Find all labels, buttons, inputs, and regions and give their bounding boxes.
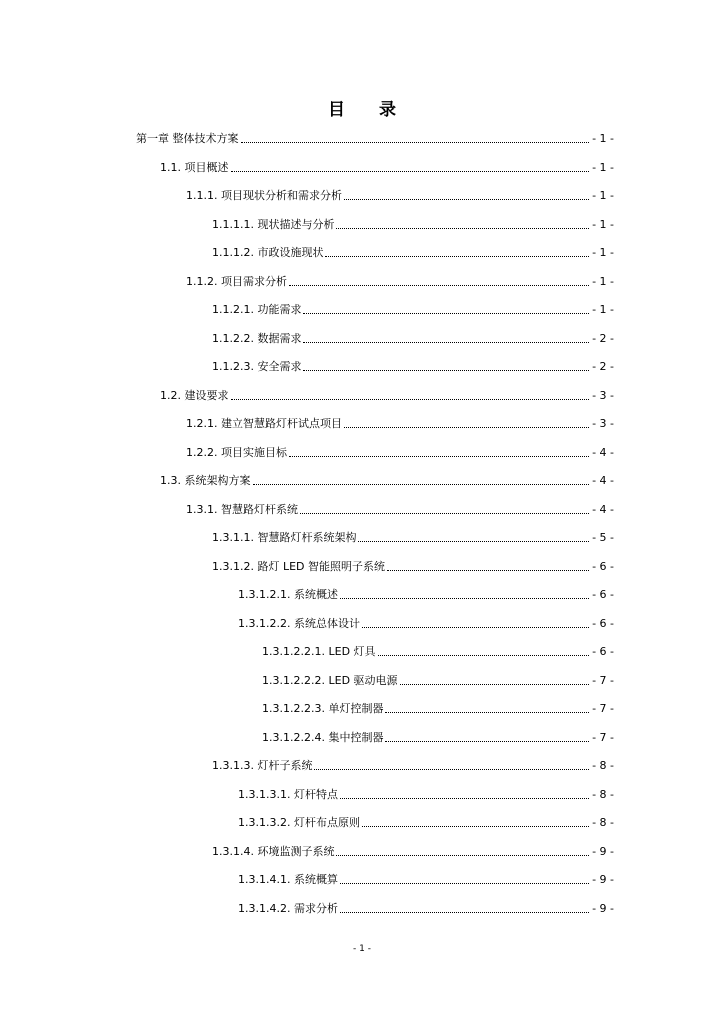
toc-entry-number: 1.3.1.2.2.3. [262, 702, 325, 715]
toc-leader-dots [340, 883, 589, 884]
toc-leader-dots [340, 598, 589, 599]
toc-entry[interactable] [160, 470, 614, 488]
toc-entry-page: - 1 - [592, 246, 614, 259]
toc-entry-label [212, 531, 358, 545]
toc-entry[interactable] [212, 242, 614, 260]
toc-entry[interactable] [238, 898, 614, 916]
toc-entry-number: 1.3.1.2.1. [238, 588, 291, 601]
toc-entry-label [212, 759, 314, 773]
toc-entry-label [238, 788, 340, 802]
toc-leader-dots [362, 627, 589, 628]
toc-entry-page: - 3 - [592, 388, 614, 402]
toc-entry-label [212, 560, 387, 574]
toc-leader-dots [231, 399, 590, 400]
toc-entry-label [186, 275, 289, 289]
toc-entry-text: 功能需求 [257, 303, 302, 316]
toc-entry-text: 灯杆子系统 [257, 759, 313, 772]
toc-entry-page: - 8 - [592, 787, 614, 801]
toc-entry-label [262, 731, 385, 745]
toc-entry-text: 系统总体设计 [293, 616, 360, 630]
toc-leader-dots [385, 741, 589, 742]
toc-entry[interactable] [262, 670, 614, 688]
toc-entry-page: - 1 - [592, 217, 614, 231]
toc-entry[interactable] [160, 385, 614, 403]
toc-leader-dots [362, 826, 589, 827]
toc-leader-dots [289, 285, 589, 286]
toc-leader-dots [336, 228, 589, 229]
toc-entry-label [212, 218, 336, 232]
toc-entry[interactable] [262, 727, 614, 745]
toc-leader-dots [303, 313, 589, 314]
toc-entry-number: 1.2.2. [186, 445, 218, 459]
toc-entry-label [212, 360, 303, 374]
toc-entry[interactable] [212, 556, 614, 574]
toc-entry-label [186, 446, 289, 460]
toc-leader-dots [253, 484, 590, 485]
toc-entry[interactable] [136, 128, 614, 146]
toc-leader-dots [387, 570, 589, 571]
toc-entry-page: - 8 - [592, 759, 614, 772]
toc-entry-label [238, 816, 362, 830]
toc-entry[interactable] [238, 812, 614, 830]
toc-leader-dots [241, 142, 590, 143]
toc-entry-number: 1.3.1.3.1. [238, 787, 291, 801]
toc-entry-text: 系统架构方案 [184, 474, 251, 487]
toc-entry-text: 建立智慧路灯杆试点项目 [221, 417, 342, 430]
toc-entry-number: 1.1.2. [186, 274, 218, 288]
toc-entry[interactable] [212, 755, 614, 773]
toc-entry-page: - 9 - [592, 844, 614, 858]
toc-entry-page: - 3 - [592, 417, 614, 430]
toc-entry[interactable] [160, 157, 614, 175]
toc-entry-page: - 2 - [592, 360, 614, 373]
toc-entry-number: 1.2. [160, 388, 181, 402]
toc-entry-label [136, 132, 241, 146]
toc-entry-text: 安全需求 [257, 360, 302, 373]
toc-entry-label [262, 645, 378, 659]
toc-entry-number: 1.1.2.2. [212, 331, 254, 345]
toc-entry-text: 灯杆布点原则 [293, 816, 360, 829]
toc-entry-number: 1.1.2.3. [212, 360, 254, 373]
toc-entry-label [160, 474, 253, 488]
toc-entry-label [238, 873, 340, 887]
toc-leader-dots [385, 712, 589, 713]
toc-entry-page: - 1 - [592, 274, 614, 288]
toc-entry-label [212, 845, 336, 859]
toc-entry-label [186, 503, 300, 517]
toc-entry-page: - 1 - [592, 189, 614, 202]
toc-entry-number: 1.1.2.1. [212, 303, 254, 316]
toc-leader-dots [303, 342, 589, 343]
toc-entry-page: - 4 - [592, 502, 614, 516]
toc-leader-dots [300, 513, 589, 514]
toc-entry-text: 智慧路灯杆系统架构 [257, 531, 357, 544]
toc-entry-page: - 9 - [592, 873, 614, 886]
toc-entry-page: - 6 - [592, 588, 614, 601]
toc-entry[interactable] [212, 841, 614, 859]
toc-leader-dots [303, 370, 589, 371]
toc-leader-dots [358, 541, 589, 542]
toc-entry[interactable] [186, 413, 614, 431]
toc-leader-dots [340, 912, 589, 913]
toc-leader-dots [344, 427, 589, 428]
toc-leader-dots [378, 655, 590, 656]
toc-entry[interactable] [186, 271, 614, 289]
toc-entry-number: 1.1.1.1. [212, 217, 254, 231]
toc-leader-dots [231, 171, 590, 172]
toc-entry-page: - 1 - [592, 132, 614, 145]
toc-entry-text: 灯杆特点 [293, 787, 338, 801]
toc-entry-number: 1.3.1.3.2. [238, 816, 291, 829]
toc-entry[interactable] [186, 499, 614, 517]
toc-entry-label [212, 332, 303, 346]
toc-entry[interactable] [238, 584, 614, 602]
toc-entry-label [160, 161, 231, 175]
toc-entry-number: 1.1.1.2. [212, 246, 254, 259]
toc-entry-text: 数据需求 [257, 331, 302, 345]
toc-entry[interactable] [212, 356, 614, 374]
toc-entry-number: 1.1.1. [186, 189, 218, 202]
toc-entry-label [212, 246, 325, 260]
toc-entry-page: - 2 - [592, 331, 614, 345]
toc-title: 目 录 [328, 100, 410, 120]
toc-entry-page: - 9 - [592, 901, 614, 915]
toc-entry-text: 项目现状分析和需求分析 [221, 189, 342, 202]
toc-entry-number: 1.3.1.1. [212, 531, 254, 544]
toc-entry[interactable] [186, 185, 614, 203]
toc-entry-label [186, 189, 344, 203]
toc-entry-page: - 6 - [592, 616, 614, 630]
toc-entry-number: 1.3. [160, 474, 181, 487]
toc-entry-text: 项目实施目标 [221, 445, 287, 459]
toc-entry-page: - 4 - [592, 474, 614, 487]
toc-entry[interactable] [212, 299, 614, 317]
toc-entry-page: - 1 - [592, 160, 614, 174]
toc-entry-label [238, 588, 340, 602]
toc-entry-page: - 4 - [592, 445, 614, 459]
toc-entry-page: - 7 - [592, 730, 614, 744]
toc-entry-text: 路灯 LED 智能照明子系统 [257, 559, 386, 573]
toc-entry-text: 需求分析 [293, 901, 338, 915]
toc-entry-page: - 7 - [592, 702, 614, 715]
toc-leader-dots [400, 684, 590, 685]
toc-entry-number: 1.3.1.2.2.4. [262, 730, 325, 744]
toc-entry-number: 第一章 [136, 132, 169, 145]
toc-leader-dots [325, 256, 589, 257]
toc-entry-page: - 5 - [592, 531, 614, 544]
toc-leader-dots [344, 199, 589, 200]
toc-leader-dots [289, 456, 589, 457]
toc-entry-text: 市政设施现状 [257, 246, 324, 259]
toc-entry-text: 系统概算 [293, 873, 338, 886]
page-number-footer: - 1 - [353, 944, 371, 954]
toc-entry-number: 1.3.1.2.2.2. [262, 673, 325, 687]
toc-entry-page: - 7 - [592, 673, 614, 687]
toc-leader-dots [314, 769, 589, 770]
toc-entry-text: 整体技术方案 [172, 132, 239, 145]
toc-entry[interactable] [238, 613, 614, 631]
toc-entry[interactable] [212, 328, 614, 346]
toc-entry-number: 1.3.1.4.1. [238, 873, 291, 886]
toc-entry-label [160, 389, 231, 403]
toc-entry-text: 单灯控制器 [328, 702, 384, 715]
toc-entry-number: 1.3.1.4. [212, 844, 254, 858]
toc-entry-text: LED 灯具 [328, 645, 376, 658]
toc-leader-dots [340, 798, 589, 799]
toc-entry-label [212, 303, 303, 317]
toc-entry-text: 环境监测子系统 [257, 844, 335, 858]
toc-entry[interactable] [262, 698, 614, 716]
toc-entry-text: LED 驱动电源 [328, 673, 398, 687]
toc-entry-number: 1.3.1.2.2.1. [262, 645, 325, 658]
toc-leader-dots [336, 855, 589, 856]
toc-entry-text: 集中控制器 [328, 730, 384, 744]
toc-entry-page: - 8 - [592, 816, 614, 829]
toc-entry-number: 1.3.1.4.2. [238, 901, 291, 915]
toc-entry[interactable] [238, 869, 614, 887]
toc-entry-number: 1.3.1.3. [212, 759, 254, 772]
toc-entry-label [262, 674, 400, 688]
toc-entry-page: - 6 - [592, 645, 614, 658]
toc-entry[interactable] [238, 784, 614, 802]
toc-entry-text: 项目需求分析 [221, 274, 287, 288]
toc-entry-label [238, 902, 340, 916]
toc-entry-text: 建设要求 [184, 388, 229, 402]
toc-entry-label [238, 617, 362, 631]
toc-entry-text: 系统概述 [293, 588, 338, 601]
toc-entry-text: 项目概述 [184, 160, 229, 174]
toc-entry-number: 1.2.1. [186, 417, 218, 430]
toc-entry-number: 1.1. [160, 160, 181, 174]
toc-entry-page: - 6 - [592, 559, 614, 573]
toc-entry-number: 1.3.1. [186, 502, 218, 516]
toc-entry-text: 现状描述与分析 [257, 217, 335, 231]
toc-entry[interactable] [262, 641, 614, 659]
toc-entry-label [262, 702, 385, 716]
toc-entry-page: - 1 - [592, 303, 614, 316]
toc-entry-text: 智慧路灯杆系统 [221, 502, 298, 516]
toc-entry[interactable] [212, 214, 614, 232]
toc-entry[interactable] [212, 527, 614, 545]
toc-entry-number: 1.3.1.2.2. [238, 616, 291, 630]
toc-entry[interactable] [186, 442, 614, 460]
toc-entry-label [186, 417, 344, 431]
toc-entry-number: 1.3.1.2. [212, 559, 254, 573]
